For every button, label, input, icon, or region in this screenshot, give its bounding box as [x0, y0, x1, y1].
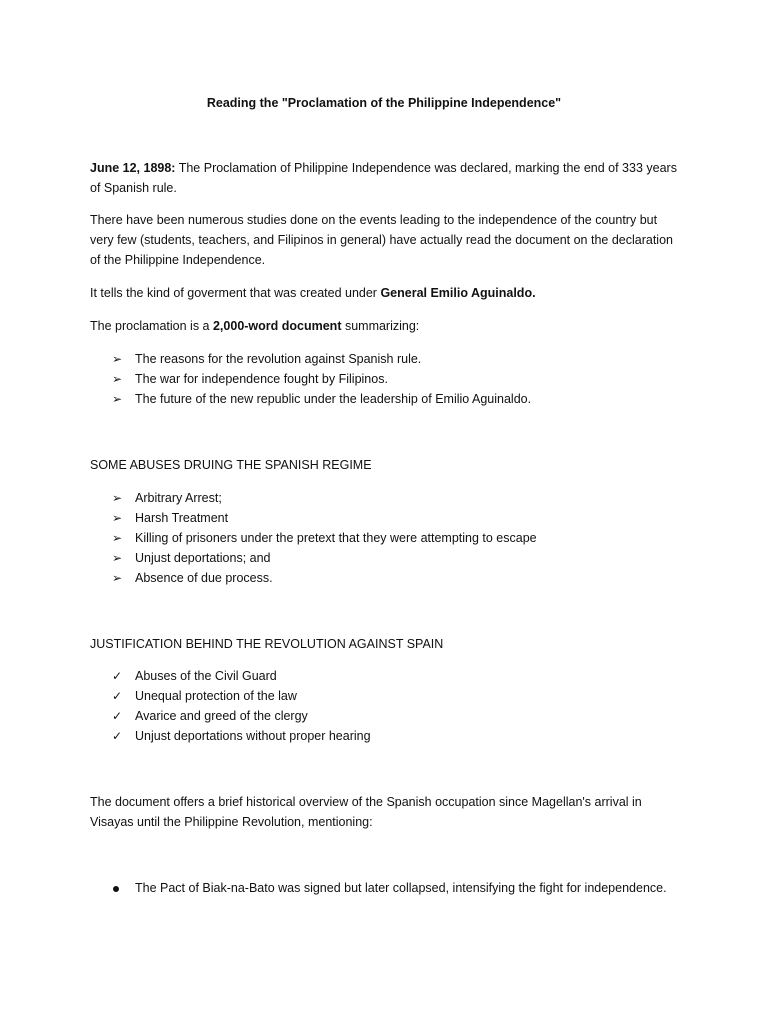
arrow-bullet-icon: ➢ [112, 491, 123, 505]
proclamation-bold: 2,000-word document [212, 319, 342, 333]
list-item-text: Abuses of the Civil Guard [135, 669, 277, 683]
government-paragraph [90, 283, 680, 303]
list-item [112, 369, 712, 389]
arrow-bullet-icon: ➢ [112, 352, 123, 366]
arrow-bullet-icon: ➢ [112, 392, 123, 406]
arrow-bullet-icon: ➢ [112, 511, 123, 525]
list-item [112, 488, 712, 508]
list-item [112, 666, 712, 686]
list-item-text: The future of the new republic under the leadership of Emilio Aguinaldo. [135, 392, 532, 406]
abuses-list [112, 488, 712, 588]
list-item [112, 349, 712, 369]
list-item [112, 878, 712, 898]
check-icon: ✓ [112, 689, 123, 703]
list-item-text: The reasons for the revolution against Spanish rule. [135, 352, 422, 366]
summary-list [112, 349, 712, 409]
list-item-text: Killing of prisoners under the pretext that they were attempting to escape [135, 531, 537, 545]
intro-date: June 12, 1898: [90, 161, 176, 175]
list-item-text: Unjust deportations; and [135, 551, 271, 565]
intro-paragraph [90, 158, 680, 198]
list-item [112, 389, 712, 409]
check-icon: ✓ [112, 729, 123, 743]
intro-text: The Proclamation of Philippine Independence was declared, marking the end of 333 years of Spanish rule. [90, 161, 677, 195]
check-icon: ✓ [112, 669, 123, 683]
list-item-text: Unjust deportations without proper hearing [135, 729, 371, 743]
list-item [112, 508, 712, 528]
proclamation-prefix: The proclamation is a [90, 319, 213, 333]
justification-list [112, 666, 712, 746]
list-item-text: Avarice and greed of the clergy [135, 709, 308, 723]
justification-heading: JUSTIFICATION BEHIND THE REVOLUTION AGAINST SPAIN [90, 637, 444, 651]
proclamation-paragraph [90, 316, 680, 336]
bullet-dot-icon [112, 878, 128, 898]
list-item [112, 726, 712, 746]
list-item [112, 686, 712, 706]
studies-paragraph: There have been numerous studies done on the events leading to the independence of the country but very few (students, teachers, and Filipinos in general) have actually read the document on the declaration of the Philippine Independence. [90, 213, 673, 267]
list-item-text: The war for independence fought by Filipinos. [135, 372, 388, 386]
list-item-text: Unequal protection of the law [135, 689, 297, 703]
page-title: Reading the "Proclamation of the Philippine Independence" [206, 96, 562, 110]
government-prefix: It tells the kind of goverment that was created under [90, 286, 381, 300]
list-item [112, 706, 712, 726]
proclamation-suffix: summarizing: [341, 319, 420, 333]
list-item [112, 548, 712, 568]
final-list [112, 878, 712, 898]
list-item [112, 568, 712, 588]
list-item [112, 528, 712, 548]
list-item-text: Harsh Treatment [135, 511, 229, 525]
list-item-text: The Pact of Biak-na-Bato was signed but later collapsed, intensifying the fight for independence. [135, 881, 667, 895]
check-icon: ✓ [112, 709, 123, 723]
overview-paragraph: The document offers a brief historical overview of the Spanish occupation since Magellan's arrival in Visayas until the Philippine Revolution, mentioning: [90, 795, 642, 829]
arrow-bullet-icon: ➢ [112, 372, 123, 386]
government-bold: General Emilio Aguinaldo. [380, 286, 536, 300]
arrow-bullet-icon: ➢ [112, 551, 123, 565]
abuses-heading: SOME ABUSES DRUING THE SPANISH REGIME [90, 458, 372, 472]
list-item-text: Absence of due process. [135, 571, 273, 585]
arrow-bullet-icon: ➢ [112, 571, 123, 585]
list-item-text: Arbitrary Arrest; [135, 491, 222, 505]
arrow-bullet-icon: ➢ [112, 531, 123, 545]
bullet-dot-shape [113, 886, 119, 892]
